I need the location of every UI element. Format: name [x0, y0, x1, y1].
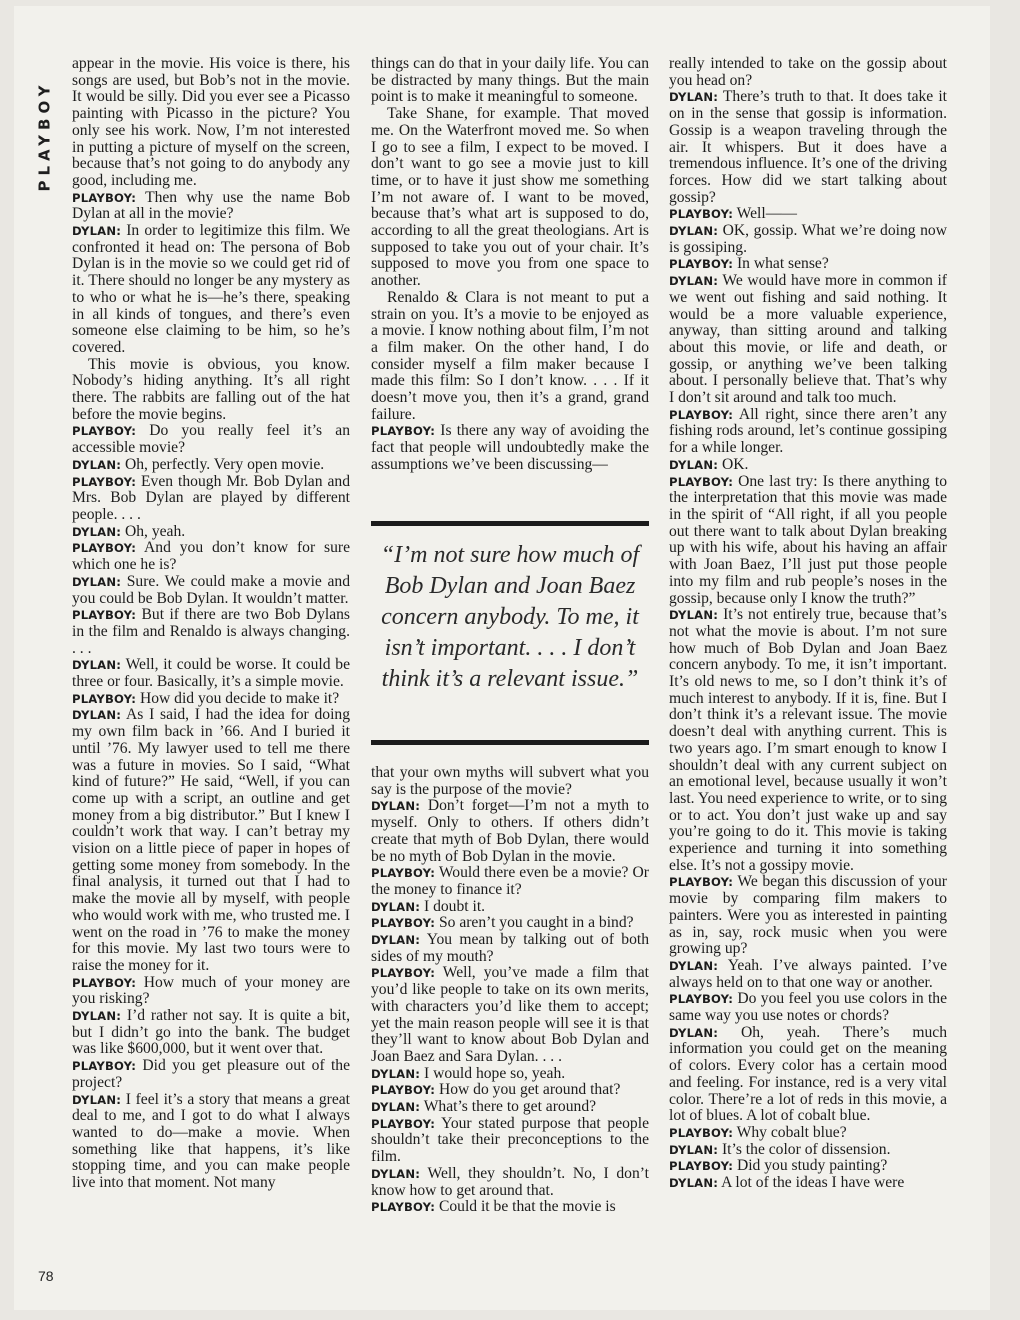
text-column-1 [72, 56, 350, 1192]
pull-quote [371, 540, 649, 695]
paragraph-text: In what sense? [736, 255, 829, 273]
interview-paragraph [669, 256, 947, 273]
magazine-logo-vertical [30, 56, 60, 216]
interview-paragraph [72, 657, 350, 690]
speaker-label: DYLAN: [72, 1009, 122, 1024]
paragraph-text: Why cobalt blue? [736, 1124, 847, 1141]
body-paragraph [371, 290, 649, 424]
interview-paragraph [669, 874, 947, 958]
speaker-label: DYLAN: [669, 90, 719, 105]
interview-paragraph [669, 206, 947, 223]
interview-paragraph [371, 865, 649, 898]
paragraph-text: Could it be that the movie is [438, 1198, 616, 1216]
interview-paragraph [669, 1142, 947, 1159]
pull-quote-bottom-rule [371, 740, 649, 745]
paragraph-text: So aren’t you caught in a bind? [438, 914, 634, 932]
paragraph-text: Renaldo & Clara is not meant to put a strain on you. It’s a movie to be enjoyed as a movie. I know nothing about film, I’m not a film maker. On the other hand, I do consider myself a film maker because I made this film: So I don’t know. . . . If it doesn’t move you, then it’s a grand, grand failure. [371, 288, 649, 423]
paragraph-text: Do you really feel it’s an accessible movie? [72, 422, 350, 457]
speaker-label: DYLAN: [72, 524, 122, 539]
paragraph-text: Did you study painting? [736, 1157, 888, 1175]
interview-paragraph [669, 273, 947, 407]
paragraph-text: What’s there to get around? [423, 1098, 597, 1116]
interview-paragraph [72, 607, 350, 657]
paragraph-text: All right, since there aren’t any fishing rods around, let’s continue gossiping for a while longer. [669, 405, 947, 457]
speaker-label: DYLAN: [669, 224, 719, 239]
body-paragraph [371, 106, 649, 290]
speaker-label: DYLAN: [669, 1142, 719, 1157]
paragraph-text: Oh, yeah. There’s much information you could get on the meaning of colors. Every color has a certain mood and feeling. For instance, red is a very vital color. There’re a lot of reds in this movie, a lot of blues. A lot of cobalt blue. [669, 1023, 947, 1125]
paragraph-text: things can do that in your daily life. You can be distracted by many things. But the main point is to make it meaningful to someone. [371, 55, 649, 106]
speaker-label: PLAYBOY: [669, 474, 734, 489]
speaker-label: DYLAN: [669, 1025, 719, 1040]
paragraph-text: A lot of the ideas I have were [721, 1174, 905, 1192]
speaker-label: PLAYBOY: [371, 1200, 436, 1215]
interview-paragraph [72, 975, 350, 1008]
speaker-label: PLAYBOY: [72, 691, 137, 706]
interview-paragraph [669, 1175, 947, 1192]
speaker-label: PLAYBOY: [72, 541, 137, 556]
paragraph-text: I feel it’s a story that means a great deal to me, and I got to do what I always wanted to do—make a movie. When something like that happens, it’s like stopping time, and you can make people live into that moment. Not many [72, 1090, 350, 1192]
interview-paragraph [72, 524, 350, 541]
paragraph-text: I’d rather not say. It is quite a bit, but I didn’t go into the bank. The budget was like $600,000, but it went over that. [72, 1007, 350, 1058]
speaker-label: DYLAN: [72, 457, 122, 472]
paragraph-text: This movie is obvious, you know. Nobody’s hiding anything. It’s all right there. The rabbits are falling out of the hat before the movie begins. [72, 355, 350, 423]
paragraph-text: Your stated purpose that people shouldn’t take their preconceptions to the film. [371, 1114, 649, 1166]
speaker-label: DYLAN: [371, 933, 421, 948]
speaker-label: PLAYBOY: [669, 257, 734, 272]
paragraph-text: appear in the movie. His voice is there, his songs are used, but Bob’s not in the movie. It would be silly. Did you ever see a Picasso painting with Picasso in the picture? You only see his work. Now, I’m not interested in putting a picture of myself on the screen, because that’s not going to do anybody any good, including me. [72, 55, 350, 189]
interview-paragraph [72, 691, 350, 708]
paragraph-text: We began this discussion of your movie by comparing film makers to painters. Were you as interested in painting as in, say, rock music when you were growing up? [669, 873, 947, 958]
interview-paragraph [669, 607, 947, 874]
speaker-label: DYLAN: [72, 708, 122, 723]
paragraph-text: It’s the color of dissension. [721, 1140, 891, 1158]
interview-paragraph [371, 1066, 649, 1083]
paragraph-text: Oh, yeah. [124, 522, 186, 540]
paragraph-text: In order to legitimize this film. We confronted it head on: The persona of Bob Dylan is in the movie so we could get rid of it. There should no longer be any mystery as to who or what he is—he’s there, speaking in all kinds of tongues, and there’s even someone else claiming to be him, so he’s covered. [72, 222, 350, 356]
magazine-name: PLAYBOY [36, 80, 55, 192]
paragraph-text: How do you get around that? [438, 1081, 621, 1099]
speaker-label: PLAYBOY: [72, 975, 137, 990]
interview-paragraph [72, 540, 350, 573]
paragraph-text: But if there are two Bob Dylans in the film and Renaldo is always changing. . . . [72, 606, 350, 657]
paragraph-text: Then why use the name Bob Dylan at all in the movie? [72, 188, 350, 223]
interview-paragraph [371, 423, 649, 473]
interview-paragraph [371, 1116, 649, 1166]
interview-paragraph [72, 1008, 350, 1058]
speaker-label: PLAYBOY: [669, 992, 734, 1007]
interview-paragraph [371, 1199, 649, 1216]
speaker-label: DYLAN: [72, 658, 122, 673]
speaker-label: DYLAN: [371, 899, 421, 914]
paragraph-text: Well, they shouldn’t. No, I don’t know how to get around that. [371, 1164, 649, 1199]
interview-paragraph [669, 223, 947, 256]
interview-paragraph [371, 915, 649, 932]
interview-paragraph [72, 707, 350, 974]
speaker-label: DYLAN: [72, 574, 122, 589]
speaker-label: PLAYBOY: [669, 407, 734, 422]
interview-paragraph [669, 958, 947, 991]
speaker-label: PLAYBOY: [669, 875, 734, 890]
paragraph-text: You mean by talking out of both sides of my mouth? [371, 931, 649, 965]
interview-paragraph [371, 965, 649, 1065]
paragraph-text: As I said, I had the idea for doing my own film back in ’66. And I buried it until ’76. My lawyer used to tell me there was a future in movies. So I said, “What kind of future?” He said, “Well, if you can come up with a script, an outline and get money from a big distributor.” But I knew I couldn’t work that way. I can’t betray my vision on a little piece of paper in hopes of getting some money from somebody. In the final analysis, it turned out that I had to make the movie all by myself, with people who would work with me, who trusted me. I went on the road in ’76 to make the money for this movie. My last two tours were to raise the money for it. [72, 706, 350, 974]
speaker-label: PLAYBOY: [371, 1083, 436, 1098]
paragraph-text: that your own myths will subvert what you say is the purpose of the movie? [371, 764, 649, 798]
paragraph-text: I doubt it. [423, 897, 486, 915]
interview-paragraph [371, 1082, 649, 1099]
paragraph-text: It’s not entirely true, because that’s not what the movie is about. I’m not sure how much of Bob Dylan and Joan Baez concern anybody. To me, it isn’t important. It’s old news to me, so I don’t think it’s of much interest to anybody. If it is, fine. But I don’t think it’s a relevant issue. The movie doesn’t deal with anything current. This is two years ago. I’m smart enough to know I shouldn’t deal with any current subject on an emotional level, because usually it won’t last. You need experience to write, or to sing or to act. You don’t just wake up and say you’re going to do it. This movie is taking experience and turning it into something else. It’s not a gossipy movie. [669, 606, 947, 874]
interview-paragraph [669, 991, 947, 1024]
paragraph-text: Don’t forget—I’m not a myth to myself. Only to others. If others didn’t create that myth of Bob Dylan, there would be no myth of Bob Dylan in the movie. [371, 797, 649, 865]
interview-paragraph [72, 223, 350, 357]
paragraph-text: One last try: Is there anything to the interpretation that this movie was made in the spirit of “All right, if all you people out there want to talk about Dylan breaking up with his wife, about his having an affair with Joan Baez, I’ll just put those people into my film and rub people’s noses in the gossip, because only I know the truth?” [669, 472, 947, 607]
body-paragraph [371, 765, 649, 798]
interview-paragraph [669, 1025, 947, 1125]
interview-paragraph [72, 1058, 350, 1091]
text-column-2-bottom [371, 765, 649, 1216]
interview-paragraph [669, 1125, 947, 1142]
body-paragraph [72, 357, 350, 424]
paragraph-text: Would there even be a movie? Or the money to finance it? [371, 864, 649, 898]
page-number: 78 [38, 1268, 54, 1284]
interview-paragraph [72, 574, 350, 607]
paragraph-text: We would have more in common if we went out fishing and said nothing. It would be a more valuable experience, anyway, than sitting around and talking about this movie, or life and death, or gossip, or anything we’ve been talking about. I personally believe that. That’s why I don’t sit around and talk too much. [669, 272, 947, 407]
interview-paragraph [669, 89, 947, 206]
speaker-label: PLAYBOY: [72, 608, 137, 623]
speaker-label: DYLAN: [669, 958, 719, 973]
speaker-label: DYLAN: [72, 224, 122, 239]
speaker-label: DYLAN: [371, 1066, 421, 1081]
paragraph-text: really intended to take on the gossip about you head on? [669, 55, 947, 89]
paragraph-text: And you don’t know for sure which one he is? [72, 539, 350, 574]
paragraph-text: Well, it could be worse. It could be three or four. Basically, it’s a simple movie. [72, 656, 350, 691]
body-paragraph [371, 56, 649, 106]
speaker-label: DYLAN: [669, 457, 719, 472]
speaker-label: DYLAN: [72, 1092, 122, 1107]
paragraph-text: How much of your money are you risking? [72, 973, 350, 1008]
paragraph-text: Take Shane, for example. That moved me. On the Waterfront moved me. So when I go to see a film, I expect to be moved. I don’t want to go see a movie just to kill time, or to have it just show me something I’m not aware of. I want to be moved, because that’s what art is supposed to do, according to all the great theologians. Art is supposed to take you out of your chair. It’s supposed to move you from one space to another. [371, 105, 649, 290]
pull-quote-text: “I’m not sure how much of Bob Dylan and Joan Baez concern anybody. To me, it isn’t important. . . . I don’t think it’s a relevant issue.” [380, 542, 640, 692]
pull-quote-top-rule [371, 521, 649, 526]
speaker-label: PLAYBOY: [669, 207, 734, 222]
interview-paragraph [669, 457, 947, 474]
interview-paragraph [371, 899, 649, 916]
paragraph-text: OK. [721, 455, 749, 473]
speaker-label: DYLAN: [669, 274, 719, 289]
paragraph-text: Yeah. I’ve always painted. I’ve always held on to that one way or another. [669, 956, 948, 991]
paragraph-text: Did you get pleasure out of the project? [72, 1057, 351, 1091]
speaker-label: DYLAN: [669, 1176, 719, 1191]
interview-paragraph [72, 423, 350, 456]
interview-paragraph [669, 407, 947, 457]
speaker-label: PLAYBOY: [371, 1116, 436, 1131]
interview-paragraph [669, 1158, 947, 1175]
speaker-label: PLAYBOY: [72, 190, 137, 205]
interview-paragraph [72, 1092, 350, 1192]
paragraph-text: Do you feel you use colors in the same way you use notes or chords? [669, 990, 947, 1025]
interview-paragraph [72, 190, 350, 223]
paragraph-text: OK, gossip. What we’re doing now is gossiping. [669, 222, 947, 256]
paragraph-text: Even though Mr. Bob Dylan and Mrs. Bob Dylan are played by different people. . . . [72, 472, 350, 523]
speaker-label: PLAYBOY: [669, 1126, 734, 1140]
text-column-3 [669, 56, 947, 1192]
interview-paragraph [72, 474, 350, 524]
text-column-2-top [371, 56, 649, 474]
paragraph-text: I would hope so, yeah. [423, 1064, 566, 1082]
interview-paragraph [669, 474, 947, 608]
speaker-label: PLAYBOY: [371, 866, 436, 881]
interview-paragraph [371, 798, 649, 865]
interview-paragraph [371, 1166, 649, 1199]
paragraph-text: Well—— [736, 205, 797, 223]
speaker-label: DYLAN: [371, 1100, 421, 1115]
speaker-label: PLAYBOY: [72, 424, 137, 439]
speaker-label: DYLAN: [371, 799, 421, 814]
speaker-label: DYLAN: [669, 608, 719, 623]
speaker-label: PLAYBOY: [669, 1159, 734, 1174]
paragraph-text: Oh, perfectly. Very open movie. [124, 455, 325, 473]
speaker-label: DYLAN: [371, 1166, 421, 1181]
body-paragraph [72, 56, 350, 190]
paragraph-text: Is there any way of avoiding the fact that people will undoubtedly make the assumptions we’ve been discussing— [371, 422, 649, 473]
paragraph-text: How did you decide to make it? [139, 689, 340, 707]
speaker-label: PLAYBOY: [72, 1059, 137, 1074]
speaker-label: PLAYBOY: [371, 916, 436, 931]
interview-paragraph [371, 932, 649, 965]
body-paragraph [669, 56, 947, 89]
paragraph-text: There’s truth to that. It does take it on in the sense that gossip is information. Gossip is a weapon traveling through the air. It whispers. But it does have a tremendous influence. It’s one of the driving forces. How did we start talking about gossip? [669, 88, 947, 206]
interview-paragraph [371, 1099, 649, 1116]
speaker-label: PLAYBOY: [72, 474, 137, 489]
interview-paragraph [72, 457, 350, 474]
speaker-label: PLAYBOY: [371, 424, 436, 439]
speaker-label: PLAYBOY: [371, 966, 436, 981]
paragraph-text: Well, you’ve made a film that you’d like people to take on its own merits, with characters you’d like them to accept; yet the main reason people will see it is that they’ll want to know about Bob Dylan and Joan Baez and Sara Dylan. . . . [371, 964, 649, 1065]
paragraph-text: Sure. We could make a movie and you could be Bob Dylan. It wouldn’t matter. [72, 572, 351, 607]
